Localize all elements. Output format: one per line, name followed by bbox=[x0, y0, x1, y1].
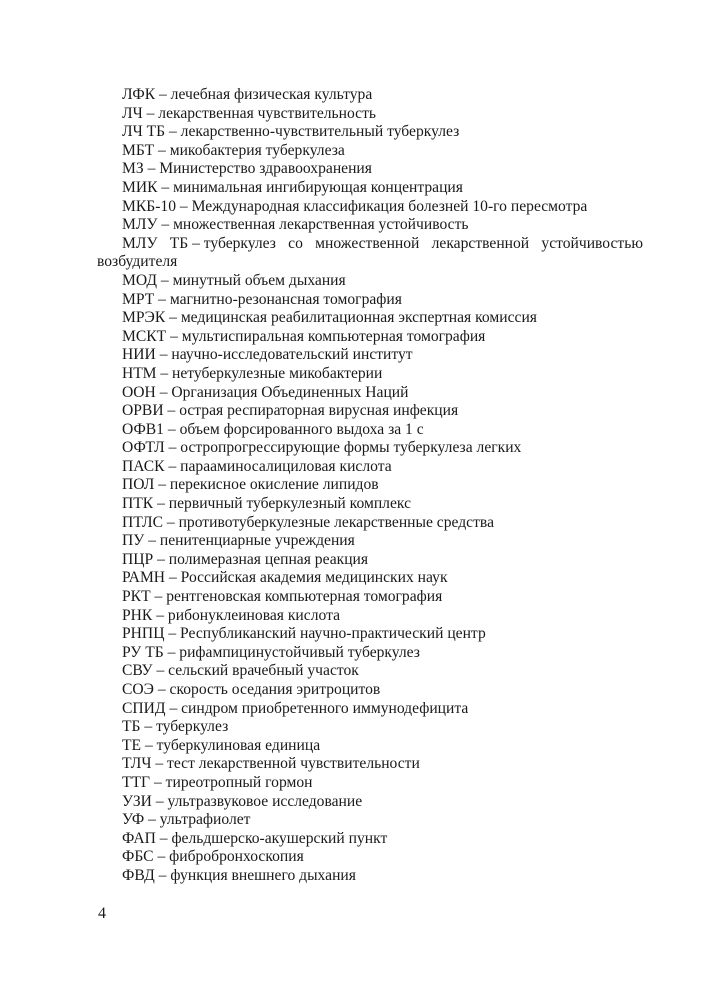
abbreviation-term: ПОЛ bbox=[122, 476, 155, 494]
abbreviation-term: ПТК bbox=[122, 495, 154, 513]
abbreviation-term: ЛЧ ТБ bbox=[122, 123, 166, 141]
abbreviation-term: ОРВИ bbox=[122, 402, 164, 420]
abbreviation-definition: медицинская реабилитационная экспертная комиссия bbox=[180, 309, 537, 327]
abbreviation-separator: – bbox=[159, 346, 168, 364]
abbreviation-separator: – bbox=[167, 402, 176, 420]
abbreviation-definition: Международная классификация болезней 10-го пересмотра bbox=[191, 197, 588, 215]
abbreviation-item bbox=[97, 272, 643, 291]
abbreviation-term: СОЭ bbox=[122, 681, 154, 698]
abbreviation-definition: первичный туберкулезный комплекс bbox=[168, 495, 411, 513]
abbreviation-definition: противотуберкулезные лекарственные средства bbox=[178, 513, 494, 531]
abbreviation-term: СВУ bbox=[122, 662, 153, 680]
abbreviation-separator: – bbox=[170, 327, 178, 345]
abbreviation-term: ТБ bbox=[122, 718, 141, 736]
abbreviation-item bbox=[97, 160, 643, 179]
abbreviation-definition: туберкулез bbox=[156, 718, 229, 736]
abbreviation-item bbox=[97, 588, 643, 607]
abbreviation-item bbox=[97, 774, 643, 793]
abbreviation-term: РКТ bbox=[122, 588, 151, 606]
abbreviation-definition: ультрафиолет bbox=[159, 811, 251, 829]
abbreviation-separator: – bbox=[146, 104, 155, 122]
abbreviation-term: МЛУ bbox=[122, 216, 158, 234]
abbreviation-definition: полимеразная цепная реакция bbox=[168, 550, 369, 568]
abbreviation-term: ЛЧ bbox=[122, 104, 143, 122]
abbreviation-term: ФАП bbox=[122, 829, 156, 847]
abbreviation-item bbox=[97, 216, 643, 235]
abbreviation-definition: пенитенциарные учреждения bbox=[159, 532, 355, 550]
abbreviation-separator: – bbox=[144, 736, 153, 754]
abbreviation-definition: функция внешнего дыхания bbox=[170, 866, 356, 884]
abbreviation-definition: фибробронхоскопия bbox=[169, 848, 304, 866]
abbreviation-separator: – bbox=[155, 792, 164, 810]
abbreviation-definition: фельдшерско-акушерский пункт bbox=[171, 829, 388, 847]
abbreviation-term: МСКТ bbox=[122, 327, 167, 345]
abbreviation-definition: Организация Объединенных Наций bbox=[171, 383, 409, 401]
abbreviation-separator: – bbox=[161, 178, 170, 196]
abbreviation-term: МОД bbox=[122, 271, 157, 289]
abbreviation-term: ЛФК bbox=[122, 86, 156, 103]
abbreviation-item bbox=[97, 569, 643, 588]
abbreviation-item bbox=[97, 625, 643, 644]
abbreviation-separator: – bbox=[156, 606, 165, 624]
abbreviation-term: УФ bbox=[122, 811, 145, 829]
abbreviation-definition: лечебная физическая культура bbox=[170, 86, 373, 103]
abbreviation-item bbox=[97, 458, 643, 477]
page-number: 4 bbox=[98, 905, 106, 922]
abbreviation-definition: минимальная ингибирующая концентрация bbox=[173, 178, 463, 196]
abbreviation-item bbox=[97, 793, 643, 812]
abbreviation-term: МИК bbox=[122, 178, 158, 196]
abbreviation-definition: парааминосалициловая кислота bbox=[180, 457, 392, 475]
abbreviation-definition: мультиспиральная компьютерная томография bbox=[181, 327, 486, 345]
abbreviation-item bbox=[97, 328, 643, 347]
abbreviation-definition: магнитно-резонансная томография bbox=[169, 290, 402, 308]
abbreviation-item bbox=[97, 662, 643, 681]
abbreviation-separator: – bbox=[169, 699, 178, 717]
abbreviation-item bbox=[97, 848, 643, 867]
abbreviation-term: ООН bbox=[122, 383, 156, 401]
abbreviation-term: МЗ bbox=[122, 160, 144, 178]
abbreviation-item bbox=[97, 681, 643, 700]
abbreviation-term: ТЛЧ bbox=[122, 755, 152, 773]
abbreviation-item bbox=[97, 402, 643, 421]
abbreviation-definition: скорость оседания эритроцитов bbox=[169, 681, 381, 698]
abbreviation-item bbox=[97, 439, 643, 458]
abbreviation-term: РНПЦ bbox=[122, 625, 165, 643]
abbreviation-separator: – bbox=[157, 681, 166, 698]
abbreviation-item bbox=[97, 421, 643, 440]
abbreviation-term: ФВД bbox=[122, 866, 155, 884]
abbreviation-item bbox=[97, 86, 643, 105]
abbreviation-term: МКБ-10 bbox=[122, 197, 177, 215]
abbreviation-definition: нетуберкулезные микобактерии bbox=[172, 364, 383, 382]
abbreviation-separator: – bbox=[166, 513, 175, 531]
abbreviation-term: РНК bbox=[122, 606, 153, 624]
abbreviation-separator: – bbox=[156, 662, 165, 680]
abbreviation-definition: минутный объем дыхания bbox=[172, 271, 346, 289]
abbreviation-separator: – bbox=[158, 290, 166, 308]
abbreviation-term: ТТГ bbox=[122, 773, 151, 791]
abbreviation-item bbox=[97, 532, 643, 551]
abbreviation-item bbox=[97, 384, 643, 403]
abbreviation-term: РУ ТБ bbox=[122, 643, 164, 661]
abbreviation-separator: – bbox=[159, 383, 168, 401]
abbreviation-definition: туберкулез со множественной лекарственной устойчивостью возбудителя bbox=[97, 234, 643, 271]
abbreviation-term: НИИ bbox=[122, 346, 156, 364]
abbreviation-definition: сельский врачебный участок bbox=[168, 662, 359, 680]
abbreviation-term: НТМ bbox=[122, 364, 157, 382]
abbreviation-item bbox=[97, 365, 643, 384]
abbreviation-term: УЗИ bbox=[122, 792, 152, 810]
abbreviation-definition: рентгеновская компьютерная томография bbox=[166, 588, 443, 606]
abbreviation-definition: лекарственная чувствительность bbox=[158, 104, 377, 122]
abbreviation-item bbox=[97, 123, 643, 142]
abbreviation-item bbox=[97, 198, 643, 217]
abbreviation-term: ПТЛС bbox=[122, 513, 163, 531]
abbreviation-separator: – bbox=[161, 216, 170, 234]
abbreviation-separator: – bbox=[154, 588, 163, 606]
abbreviation-item bbox=[97, 514, 643, 533]
abbreviation-item bbox=[97, 718, 643, 737]
abbreviation-separator: – bbox=[158, 476, 167, 494]
abbreviation-term: СПИД bbox=[122, 699, 166, 717]
abbreviation-item bbox=[97, 105, 643, 124]
abbreviation-separator: – bbox=[148, 532, 156, 550]
abbreviation-definition: ультразвуковое исследование bbox=[167, 792, 363, 810]
abbreviation-definition: синдром приобретенного иммунодефицита bbox=[181, 699, 469, 717]
abbreviation-separator: – bbox=[159, 829, 168, 847]
abbreviation-item bbox=[97, 476, 643, 495]
abbreviation-definition: микобактерия туберкулеза bbox=[169, 141, 345, 159]
abbreviation-separator: – bbox=[144, 718, 153, 736]
abbreviation-separator: – bbox=[158, 86, 167, 103]
abbreviation-term: МРТ bbox=[122, 290, 155, 308]
abbreviation-separator: – bbox=[167, 643, 176, 661]
abbreviation-term: ОФВ1 bbox=[122, 420, 164, 438]
abbreviation-definition: перекисное окисление липидов bbox=[169, 476, 379, 494]
abbreviation-separator: – bbox=[157, 495, 165, 513]
abbreviation-definition: Министерство здравоохранения bbox=[159, 160, 372, 178]
abbreviation-item bbox=[97, 811, 643, 830]
abbreviation-separator: – bbox=[168, 625, 177, 643]
abbreviation-item bbox=[97, 700, 643, 719]
abbreviation-definition: тест лекарственной чувствительности bbox=[167, 755, 420, 773]
abbreviation-item bbox=[97, 867, 643, 886]
abbreviation-separator: – bbox=[168, 457, 177, 475]
abbreviation-separator: – bbox=[160, 364, 169, 382]
abbreviation-separator: – bbox=[167, 420, 176, 438]
abbreviation-term: ПАСК bbox=[122, 457, 165, 475]
abbreviation-separator: – bbox=[168, 123, 177, 141]
abbreviation-list bbox=[97, 86, 643, 886]
abbreviation-item bbox=[97, 830, 643, 849]
abbreviation-item bbox=[97, 551, 643, 570]
abbreviation-separator: – bbox=[169, 309, 177, 327]
abbreviation-separator: – bbox=[192, 234, 200, 252]
abbreviation-separator: – bbox=[179, 197, 188, 215]
abbreviation-separator: – bbox=[153, 773, 162, 791]
abbreviation-term: ТЕ bbox=[122, 736, 142, 754]
abbreviation-term: МРЭК bbox=[122, 309, 166, 327]
abbreviation-item bbox=[97, 309, 643, 328]
abbreviation-term: ФБС bbox=[122, 848, 154, 866]
abbreviation-item bbox=[97, 291, 643, 310]
abbreviation-term: РАМН bbox=[122, 569, 166, 587]
abbreviation-term: ПУ bbox=[122, 532, 145, 550]
abbreviation-definition: множественная лекарственная устойчивость bbox=[173, 216, 469, 234]
abbreviation-term: ОФТЛ bbox=[122, 439, 165, 457]
abbreviation-item bbox=[97, 644, 643, 663]
abbreviation-item bbox=[97, 179, 643, 198]
abbreviation-definition: научно-исследовательский институт bbox=[171, 346, 413, 364]
abbreviation-item bbox=[97, 235, 643, 272]
abbreviation-item bbox=[97, 607, 643, 626]
abbreviation-separator: – bbox=[147, 160, 156, 178]
abbreviation-definition: туберкулиновая единица bbox=[156, 736, 321, 754]
abbreviation-item bbox=[97, 737, 643, 756]
abbreviation-term: ПЦР bbox=[122, 550, 154, 568]
abbreviation-item bbox=[97, 346, 643, 365]
abbreviation-definition: рифампицинустойчивый туберкулез bbox=[179, 643, 420, 661]
abbreviation-separator: – bbox=[158, 866, 167, 884]
abbreviation-separator: – bbox=[148, 811, 156, 829]
abbreviation-definition: тиреотропный гормон bbox=[165, 773, 313, 791]
abbreviation-separator: – bbox=[158, 141, 166, 159]
abbreviation-item bbox=[97, 142, 643, 161]
abbreviation-definition: рибонуклеиновая кислота bbox=[167, 606, 340, 624]
abbreviation-definition: Республиканский научно-практический центр bbox=[180, 625, 486, 643]
abbreviation-separator: – bbox=[157, 848, 166, 866]
abbreviation-definition: лекарственно-чувствительный туберкулез bbox=[180, 123, 460, 141]
abbreviation-definition: объем форсированного выдоха за 1 с bbox=[179, 420, 424, 438]
abbreviation-definition: Российская академия медицинских наук bbox=[180, 569, 448, 587]
abbreviation-term: МЛУ ТБ bbox=[122, 234, 189, 252]
abbreviation-definition: остропрогрессирующие формы туберкулеза легких bbox=[180, 439, 522, 457]
abbreviation-separator: – bbox=[168, 439, 177, 457]
abbreviation-term: МБТ bbox=[122, 141, 155, 159]
abbreviation-item bbox=[97, 495, 643, 514]
abbreviation-definition: острая респираторная вирусная инфекция bbox=[179, 402, 459, 420]
abbreviation-separator: – bbox=[155, 755, 164, 773]
abbreviation-separator: – bbox=[168, 569, 177, 587]
abbreviation-separator: – bbox=[157, 550, 165, 568]
abbreviation-item bbox=[97, 755, 643, 774]
abbreviation-separator: – bbox=[160, 271, 169, 289]
